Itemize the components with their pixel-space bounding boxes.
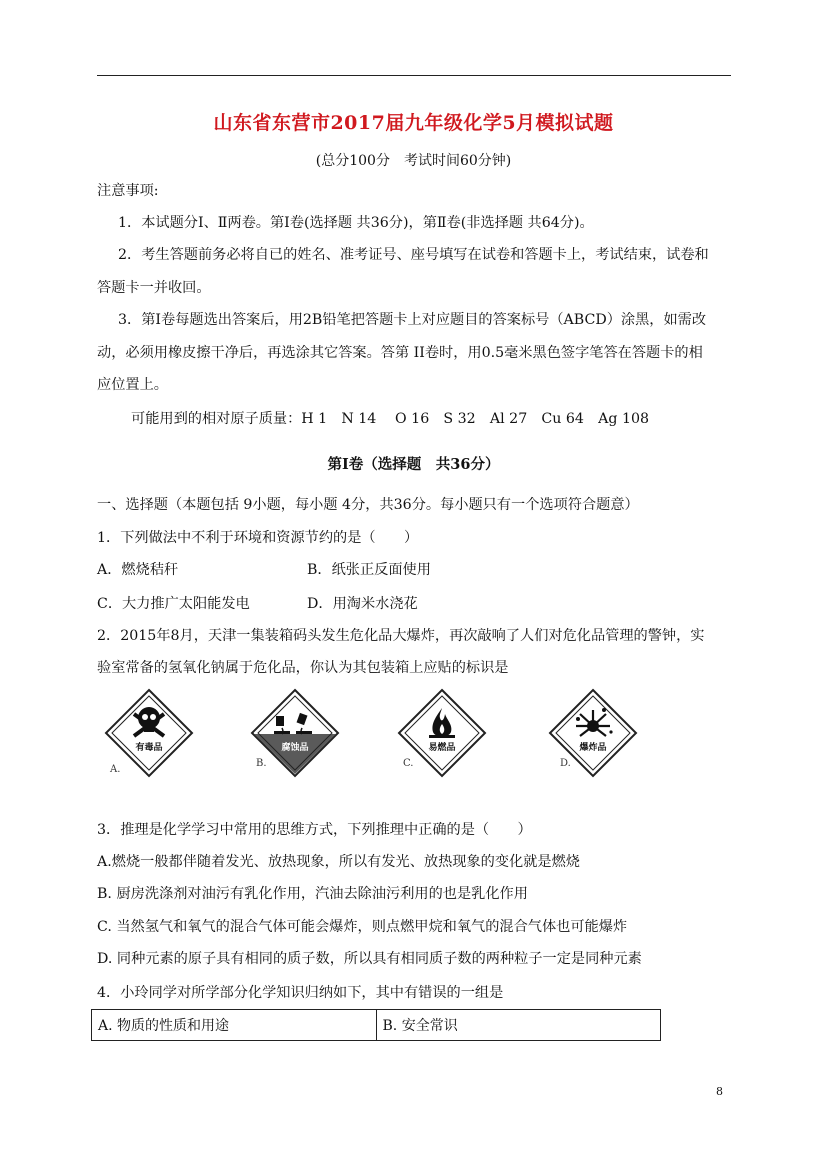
q3-option-d: D. 同种元素的原子具有相同的质子数，所以具有相同质子数的两种粒子一定是同种元素 xyxy=(97,951,642,967)
hazard-label-b: 腐蚀品 xyxy=(281,743,309,753)
q3-option-a: A.燃烧一般都伴随着发光、放热现象，所以有发光、放热现象的变化就是燃烧 xyxy=(97,854,580,870)
hazard-letter-b: B. xyxy=(256,758,267,769)
notice-item-3-line-1: 3．第Ⅰ卷每题选出答案后，用2B铅笔把答题卡上对应题目的答案标号（ABCD）涂黑，如需改 xyxy=(118,312,707,328)
q3-stem: 3．推理是化学学习中常用的思维方式，下列推理中正确的是（ ） xyxy=(97,822,532,838)
hazard-sign-c xyxy=(397,688,487,778)
q1-option-b: B．纸张正反面使用 xyxy=(307,562,431,578)
part-intro: 一、选择题（本题包括 9小题，每小题 4分，共36分。每小题只有一个选项符合题意） xyxy=(97,497,639,513)
notice-item-2-line-2: 答题卡一并收回。 xyxy=(97,280,211,296)
q1-option-c: C．大力推广太阳能发电 xyxy=(97,596,250,612)
hazard-letter-c: C. xyxy=(403,758,414,769)
notice-item-1: 1．本试题分Ⅰ、Ⅱ两卷。第Ⅰ卷(选择题 共36分)，第Ⅱ卷(非选择题 共64分)。 xyxy=(118,215,594,231)
hazard-letter-a: A. xyxy=(110,764,121,775)
q4-table xyxy=(91,1009,661,1041)
hazard-letter-d: D. xyxy=(560,758,571,769)
hazard-label-d: 爆炸品 xyxy=(579,743,607,753)
header-rule xyxy=(97,75,731,76)
q2-stem-line-1: 2．2015年8月，天津一集装箱码头发生危化品大爆炸，再次敲响了人们对危化品管理的警钟，实 xyxy=(97,628,705,644)
q1-stem: 1．下列做法中不利于环境和资源节约的是（ ） xyxy=(97,530,419,546)
notice-item-3-line-2: 动，必须用橡皮擦干净后，再选涂其它答案。答第 II卷时，用0.5毫米黑色签字笔答在答题卡的相 xyxy=(97,345,703,361)
q3-option-c: C. 当然氢气和氧气的混合气体可能会爆炸，则点燃甲烷和氧气的混合气体也可能爆炸 xyxy=(97,919,628,935)
hazard-label-c: 易燃品 xyxy=(428,743,456,753)
hazard-sign-b xyxy=(250,688,340,778)
section-heading: 第Ⅰ卷（选择题 共36分） xyxy=(327,456,500,473)
hazard-signs xyxy=(100,688,740,788)
hazard-sign-a xyxy=(104,688,194,778)
table-row xyxy=(92,1010,661,1041)
q3-option-b: B. 厨房洗涤剂对油污有乳化作用，汽油去除油污利用的也是乳化作用 xyxy=(97,886,528,902)
hazard-sign-d xyxy=(548,688,638,778)
notice-item-2-line-1: 2．考生答题前务必将自已的姓名、准考证号、座号填写在试卷和答题卡上，考试结束，试卷和 xyxy=(118,247,709,263)
q1-option-a: A．燃烧秸秆 xyxy=(97,562,179,578)
notice-item-3-line-3: 应位置上。 xyxy=(97,377,168,393)
q4-col-a: A. 物质的性质和用途 xyxy=(92,1010,377,1041)
page-number: 8 xyxy=(716,1085,723,1098)
exam-info: (总分100分 考试时间60分钟) xyxy=(315,153,512,169)
hazard-label-a: 有毒品 xyxy=(135,743,163,753)
atomic-masses: 可能用到的相对原子质量：H 1 N 14 O 16 S 32 Al 27 Cu 64 Ag 108 xyxy=(131,411,650,427)
q4-col-b: B. 安全常识 xyxy=(376,1010,661,1041)
notice-heading: 注意事项: xyxy=(97,183,159,199)
q1-option-d: D．用淘米水浇花 xyxy=(307,596,418,612)
q2-stem-line-2: 验室常备的氢氧化钠属于危化品，你认为其包装箱上应贴的标识是 xyxy=(97,660,509,676)
page-title: 山东省东营市2017届九年级化学5月模拟试题 xyxy=(213,112,614,134)
q4-stem: 4．小玲同学对所学部分化学知识归纳如下，其中有错误的一组是 xyxy=(97,985,504,1001)
